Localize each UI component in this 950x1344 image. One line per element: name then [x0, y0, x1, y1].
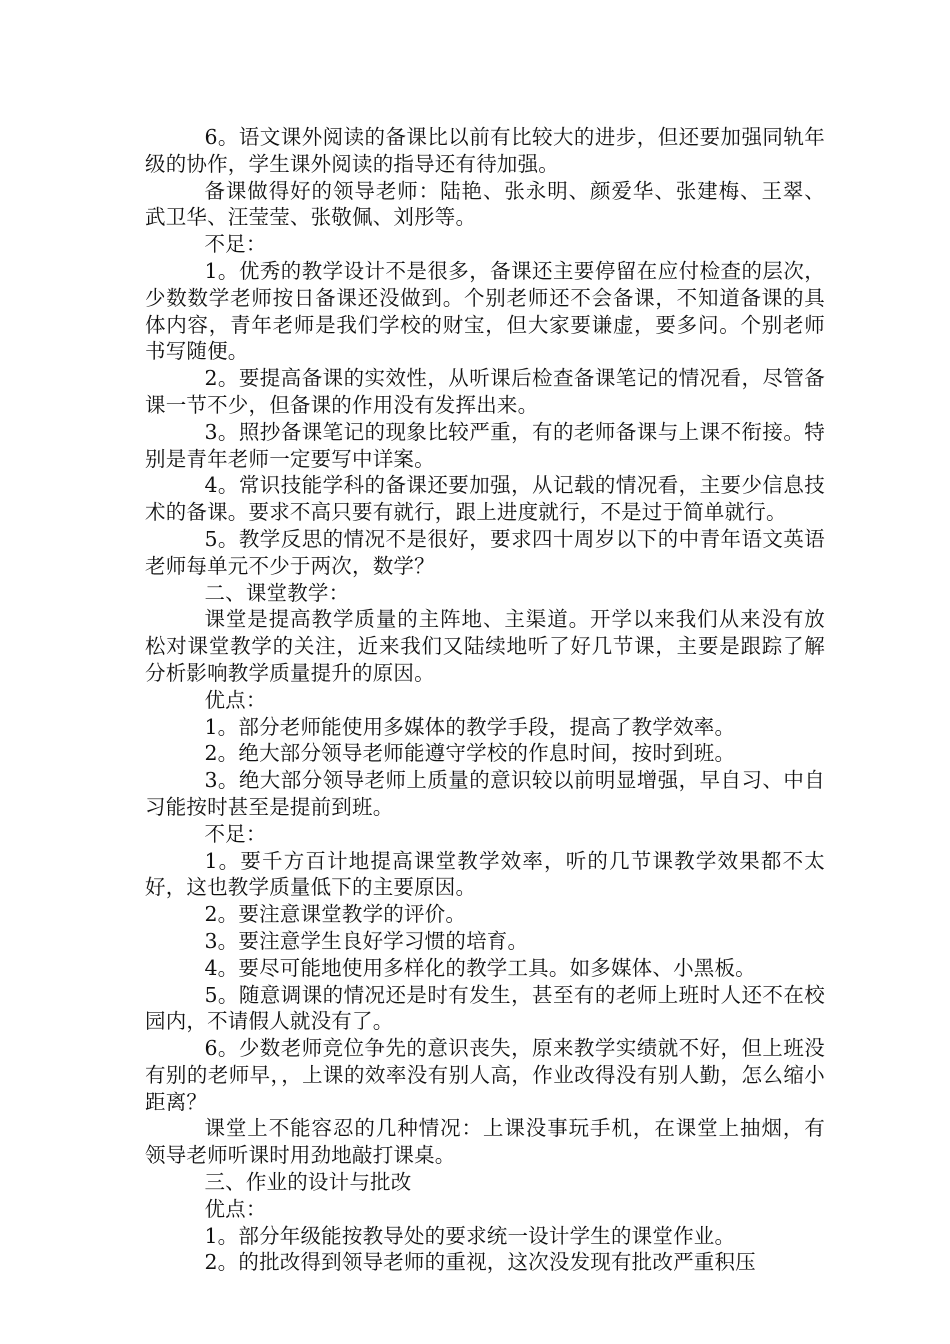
document-body [145, 124, 825, 1276]
paragraph-strength-3: 3。绝大部分领导老师上质量的意识较以前明显增强，早自习、中自习能按时甚至是提前到班。 [145, 768, 825, 819]
paragraph-prep-issue-4: 4。常识技能学科的备课还要加强，从记载的情况看，主要少信息技术的备课。要求不高只要有就行，跟上进度就行，不是过于简单就行。 [145, 473, 825, 525]
paragraph-strength-2: 2。绝大部分领导老师能遵守学校的作息时间，按时到班。 [204, 741, 736, 766]
paragraph-intolerable-situations: 课堂上不能容忍的几种情况：上课没事玩手机，在课堂上抽烟，有领导老师听课时用劲地敲打课桌。 [145, 1116, 825, 1168]
paragraph-classroom-issue-6: 6。少数老师竞位争先的意识丧失，原来教学实绩就不好，但上班没有别的老师早，，上课的效率没有别人高，作业改得没有别人勤，怎么缩小距离？ [145, 1036, 825, 1114]
paragraph-classroom-issue-2: 2。要注意课堂教学的评价。 [204, 902, 467, 927]
paragraph-prep-issue-2: 2。要提高备课的实效性，从听课后检查备课笔记的情况看，尽管备课一节不少，但备课的作用没有发挥出来。 [145, 366, 825, 417]
paragraph-reading-prep: 6。语文课外阅读的备课比以前有比较大的进步，但还要加强同轨年级的协作，学生课外阅读的指导还有待加强。 [145, 125, 825, 176]
paragraph-strength-1: 1。部分老师能使用多媒体的教学手段，提高了教学效率。 [204, 714, 736, 739]
paragraph-prep-issue-5: 5。教学反思的情况不是很好，要求四十周岁以下的中青年语文英语老师每单元不少于两次，数学？ [145, 526, 825, 578]
paragraph-classroom-issue-5: 5。随意调课的情况还是时有发生，甚至有的老师上班时人还不在校园内，不请假人就没有了。 [145, 982, 825, 1034]
paragraph-classroom-issue-1: 1。要千方百计地提高课堂教学效率，听的几节课教学效果都不太好，这也教学质量低下的主要原因。 [145, 848, 825, 900]
paragraph-homework-strength-1: 1。部分年级能按教导处的要求统一设计学生的课堂作业。 [204, 1223, 736, 1248]
paragraph-classroom-intro: 课堂是提高教学质量的主阵地、主渠道。开学以来我们从来没有放松对课堂教学的关注，近来我们又陆续地听了好几节课，主要是跟踪了解分析影响教学质量提升的原因。 [145, 607, 825, 685]
paragraph-classroom-issue-4: 4。要尽可能地使用多样化的教学工具。如多媒体、小黑板。 [204, 955, 756, 980]
paragraph-good-prep-teachers: 备课做得好的领导老师：陆艳、张永明、颜爱华、张建梅、王翠、武卫华、汪莹莹、张敬佩、刘彤等。 [145, 178, 825, 230]
paragraph-classroom-issue-3: 3。要注意学生良好学习惯的培育。 [204, 928, 529, 953]
subheading-strengths-homework: 优点： [204, 1196, 267, 1221]
subheading-shortcomings-classroom: 不足： [204, 821, 267, 846]
paragraph-homework-strength-2: 2。的批改得到领导老师的重视，这次没发现有批改严重积压 [204, 1250, 756, 1275]
section-heading-classroom: 二、课堂教学： [204, 580, 350, 605]
section-heading-homework: 三、作业的设计与批改 [204, 1170, 412, 1195]
subheading-shortcomings: 不足： [204, 232, 267, 257]
subheading-strengths: 优点： [204, 687, 267, 712]
paragraph-prep-issue-3: 3。照抄备课笔记的现象比较严重，有的老师备课与上课不衔接。特别是青年老师一定要写中详案。 [145, 419, 825, 471]
paragraph-prep-issue-1: 1。优秀的教学设计不是很多，备课还主要停留在应付检查的层次，少数数学老师按日备课还没做到。个别老师还不会备课，不知道备课的具体内容，青年老师是我们学校的财宝，但大家要谦虚，要多问。个别老师书写随便。 [145, 258, 825, 364]
